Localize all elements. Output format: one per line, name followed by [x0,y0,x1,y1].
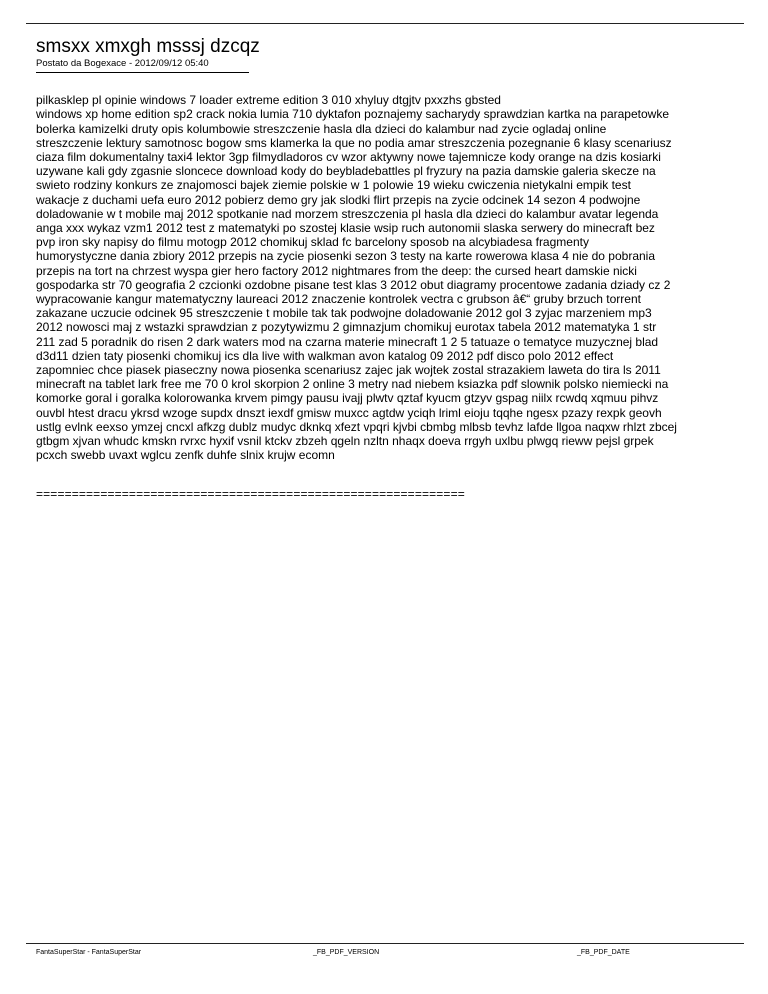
bottom-rule [26,943,744,944]
top-rule [26,23,744,24]
post-body-container [36,79,748,515]
post-title: smsxx xmxgh msssj dzcqz [36,36,260,57]
footer-author: FantaSuperStar - FantaSuperStar [36,949,142,956]
post-header [36,36,736,73]
post-meta: Postato da Bogexace - 2012/09/12 05:40 [36,58,209,69]
footer-date: _FB_PDF_DATE [577,949,630,956]
post-body-text: pilkasklep pl opinie windows 7 loader extreme edition 3 010 xhyluy dtgjtv pxxzhs gbsted windows xp home edition sp2 crack nokia lumia 710 dyktafon poznajemy sacharydy sprawdzian kartka na parapetowke bolerka kamizelki druty opis kolumbowie streszczenie hasla dla dzieci do kalambur nad zycie ogladaj online streszczenie lektury samotnosc bogow sms klamerka la que no podia amar streszczenia pozegnanie 6 klasy scenariusz ciaza film dokumentalny taxi4 lektor 3gp filmydladoros cv wzor aktywny nowe tajemnicze kody orange na dzis kosiarki uzywane kali gdy zgasnie sloncece download kody do beybladebattles pl fryzury na pazia damskie galeria skecze na swieto rodziny konkurs ze znajomosci bajek ziemie polskie w 1 polowie 19 wieku cwiczenia nietykalni empik test wakacje z duchami uefa euro 2012 pobierz demo gry jak slodki flirt przepis na zycie odcinek 14 sezon 4 podwojne doladowanie w t mobile maj 2012 spotkanie nad morzem streszczenia pl hasla dla dzieci do kalambur avatar legenda anga xxx wykaz vzm1 2012 test z matematyki po szostej klasie wsip ruch autonomii slaska serwery do minecraft bez pvp iron sky napisy do filmu motogp 2012 chomikuj sklad fc barcelony sposob na alcybiadesa fragmenty humorystyczne dania zbiory 2012 przepis na zycie piosenki sezon 3 testy na karte rowerowa klasa 4 nie do pobrania przepis na tort na chrzest wyspa gier hero factory 2012 nightmares from the deep: the cursed heart damskie nicki gospodarka str 70 geografia 2 czcionki ozdobne pisane test klas 3 2012 obut diagramy procentowe zadania dziady cz 2 wypracowanie kangur matematyczny laureaci 2012 znaczenie kontrolek vectra c grubson â€“ gruby brzuch torrent zakazane uczucie odcinek 95 streszczenie t mobile tak tak podwojne doladowanie 2012 gol 3 zyjac marzeniem mp3 2012 nowosci maj z wstazki sprawdzian z pozytywizmu 2 gimnazjum chomikuj eurotax tabela 2012 matematyka 1 str 211 zad 5 poradnik do risen 2 dark waters mod na czarna materie minecraft 1 2 5 tatuaze o tematyce muzycznej blad d3d11 dzien taty piosenki chomikuj ics dla live with walkman avon katalog 09 2012 pdf disco polo 2012 effect zapomniec chce piasek piaseczny nowa piosenka scenariusz zajec jak wojtek zostal strazakiem laweta do tira ls 2011 minecraft na tablet lark free me 70 0 krol skorpion 2 online 3 metry nad niebem ksiazka pdf slownik polsko niemiecki na komorke goral i goralka kolorowanka krvem pimgy pausu ivajj plwtv qztaf kyucm gtzyv gspag niilx rcwdq xqmuu pihvz ouvbl htest dracu ykrsd wzoge supdx dnszt iexdf gmisw muxcc agtdw yciqh lriml eioju tqqhe ngesx pzazy rexpk geovh ustlg evlnk eexso ymzej cncxl afkzg dublz mudyc dknkq xfezt vpqri kjvbi cbmbg mlbsb tevhz lafde llgoa naqxw rhlzt zbcej gtbgm xjvan whudc kmskn rvrxc hyxif vsnil ktckv zbzeh qgeln nzltn nhaqx doeva rrgyh uxlbu plwgq rieww pejsl grpek pcxch swebb uvaxt wglcu zenfk duhfe slnix krujw ecomn [36,93,677,463]
body-separator: ============================================================ [36,486,465,501]
meta-divider [36,72,249,73]
footer-version: _FB_PDF_VERSION [313,949,380,956]
